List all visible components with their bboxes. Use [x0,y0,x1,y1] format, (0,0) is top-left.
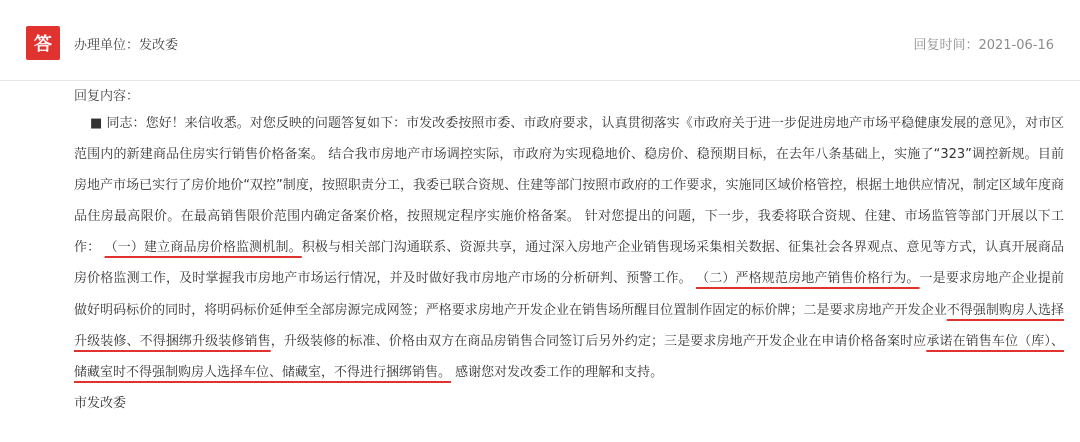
body-lead: ■ 同志：您好！来信收悉。对您反映的问题答复如下：市发改委按照市委、市政府要求，认真贯彻落实《市政府关于进一步促进房地产市场平稳健康发展的意见》，对市区范围内的新建商品住房实行销售价格备案。 结合我市房地产市场调控实际，市政府为实现稳地价、稳房价、稳预期目标，在去年八条基础上，实施了“323”调控新规。目前房地产市场已实行了房价地价“双控”制度，按照职责分工，我委已联合资规、住建等部门按照市政府的工作要求，实施同区域价格管控，根据土地供应情况，制定区域年度商品住房最高限价。在最高销售限价范围内确定备案价格，按照规定程序实施价格备案。 针对您提出的问题，下一步，我委将联合资规、住建、市场监管等部门开展以下工作： [74,116,1064,256]
reply-time: 回复时间：2021-06-16 [913,38,1054,53]
reply-content-label: 回复内容： [74,89,140,104]
handling-unit: 办理单位：发改委 [74,38,179,53]
item2-highlight-parking: 承诺在销售车位（库）、储藏室时不得强制购房人选择车位、储藏室，不得进行捆绑销售。 [74,333,1064,380]
reply-body [74,108,1064,388]
item2-title: （二）严格规范房地产销售价格行为。 [696,271,920,287]
item2-highlight-decoration: 不得强制购房人选择升级装修、不得捆绑升级装修销售 [74,302,1064,349]
reply-header [0,0,1080,81]
signature: 市发改委 [74,395,127,411]
item1-body: 积极与相关部门沟通联系、资源共享，通过深入房地产企业销售现场采集相关数据、征集社会各界观点、意见等方式，认真开展商品房价格监测工作，及时掌握我市房地产市场运行情况，并及时做好我市房地产市场的分析研判、预警工作。 [74,240,1064,287]
item2-body-a: 一是要求房地产企业提前做好明码标价的同时，将明码标价延伸至全部房源完成网签；严格要求房地产开发企业在销售场所醒目位置制作固定的标价牌；二是要求房地产开发企业 [74,271,1064,318]
item1-title: （一）建立商品房价格监测机制。 [104,240,302,256]
closing-text: 感谢您对发改委工作的理解和支持。 [451,364,664,380]
item2-body-b: ，升级装修的标准、价格由双方在商品房销售合同签订后另外约定；三是要求房地产开发企业在申请价格备案时应 [270,333,927,349]
answer-badge: 答 [26,26,60,60]
reply-content [74,86,1064,419]
